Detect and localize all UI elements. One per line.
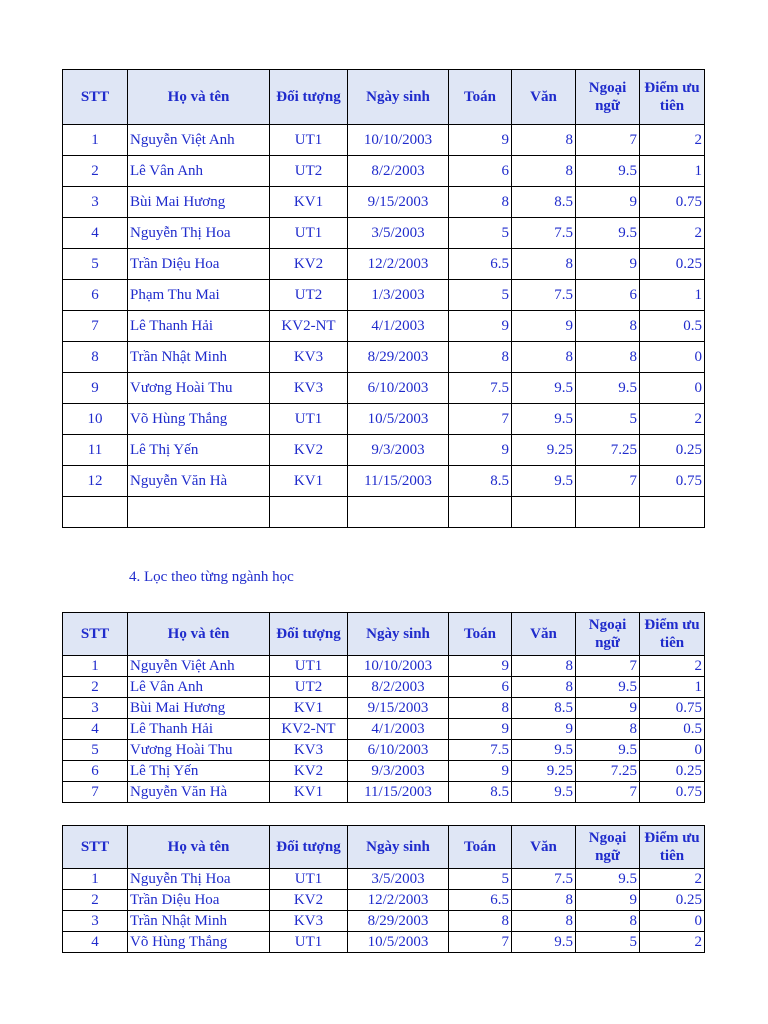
cell-category: KV3 — [270, 373, 348, 404]
cell-category: KV2 — [270, 435, 348, 466]
cell-stt: 8 — [63, 342, 128, 373]
header-dob: Ngày sinh — [348, 826, 449, 869]
cell-foreign-language: 5 — [576, 932, 640, 953]
cell-dob: 12/2/2003 — [348, 249, 449, 280]
cell-name: Lê Thanh Hải — [128, 719, 270, 740]
header-stt: STT — [63, 70, 128, 125]
header-priority: Điểm ưu tiên — [640, 70, 705, 125]
cell-priority: 1 — [640, 677, 705, 698]
table-row — [63, 249, 705, 280]
header-row — [63, 613, 705, 656]
cell-category: KV2-NT — [270, 311, 348, 342]
table-row — [63, 187, 705, 218]
header-name: Họ và tên — [128, 613, 270, 656]
cell-priority: 0.5 — [640, 311, 705, 342]
cell-stt: 4 — [63, 719, 128, 740]
cell-literature: 9.25 — [512, 761, 576, 782]
empty-cell — [128, 497, 270, 528]
header-category: Đối tượng — [270, 70, 348, 125]
header-stt: STT — [63, 826, 128, 869]
cell-literature: 9 — [512, 311, 576, 342]
cell-category: UT2 — [270, 156, 348, 187]
student-table-full — [62, 69, 705, 528]
cell-math: 7.5 — [449, 740, 512, 761]
cell-dob: 10/10/2003 — [348, 656, 449, 677]
cell-dob: 11/15/2003 — [348, 466, 449, 497]
cell-dob: 6/10/2003 — [348, 373, 449, 404]
table-row — [63, 342, 705, 373]
cell-name: Bùi Mai Hương — [128, 698, 270, 719]
cell-math: 8 — [449, 911, 512, 932]
header-literature: Văn — [512, 70, 576, 125]
table-row — [63, 719, 705, 740]
cell-foreign-language: 8 — [576, 311, 640, 342]
cell-name: Trần Diệu Hoa — [128, 249, 270, 280]
cell-name: Nguyễn Văn Hà — [128, 782, 270, 803]
cell-foreign-language: 9 — [576, 249, 640, 280]
table-row — [63, 740, 705, 761]
cell-math: 8 — [449, 187, 512, 218]
cell-name: Nguyễn Văn Hà — [128, 466, 270, 497]
table-row — [63, 890, 705, 911]
cell-dob: 10/5/2003 — [348, 932, 449, 953]
cell-category: KV3 — [270, 740, 348, 761]
cell-category: UT1 — [270, 218, 348, 249]
cell-category: KV3 — [270, 911, 348, 932]
cell-name: Nguyễn Việt Anh — [128, 125, 270, 156]
cell-math: 9 — [449, 435, 512, 466]
cell-stt: 3 — [63, 698, 128, 719]
cell-priority: 0 — [640, 740, 705, 761]
table-row — [63, 466, 705, 497]
cell-category: UT1 — [270, 932, 348, 953]
cell-stt: 7 — [63, 782, 128, 803]
cell-math: 5 — [449, 869, 512, 890]
cell-priority: 0.25 — [640, 435, 705, 466]
cell-math: 9 — [449, 656, 512, 677]
table-row — [63, 656, 705, 677]
cell-dob: 8/2/2003 — [348, 156, 449, 187]
cell-category: UT1 — [270, 404, 348, 435]
cell-math: 7 — [449, 404, 512, 435]
header-math: Toán — [449, 826, 512, 869]
header-math: Toán — [449, 613, 512, 656]
cell-category: KV2 — [270, 761, 348, 782]
empty-row — [63, 497, 705, 528]
cell-priority: 0 — [640, 342, 705, 373]
table-row — [63, 932, 705, 953]
cell-name: Trần Diệu Hoa — [128, 890, 270, 911]
cell-math: 8.5 — [449, 782, 512, 803]
cell-literature: 9.25 — [512, 435, 576, 466]
cell-dob: 9/15/2003 — [348, 698, 449, 719]
cell-foreign-language: 7 — [576, 125, 640, 156]
table-row — [63, 311, 705, 342]
empty-cell — [449, 497, 512, 528]
cell-stt: 2 — [63, 890, 128, 911]
cell-category: KV2 — [270, 249, 348, 280]
header-category: Đối tượng — [270, 826, 348, 869]
cell-literature: 9 — [512, 719, 576, 740]
cell-priority: 2 — [640, 656, 705, 677]
empty-cell — [348, 497, 449, 528]
cell-stt: 1 — [63, 125, 128, 156]
cell-dob: 10/5/2003 — [348, 404, 449, 435]
cell-dob: 11/15/2003 — [348, 782, 449, 803]
header-dob: Ngày sinh — [348, 613, 449, 656]
cell-foreign-language: 7.25 — [576, 435, 640, 466]
cell-literature: 9.5 — [512, 740, 576, 761]
cell-stt: 6 — [63, 280, 128, 311]
table-row — [63, 911, 705, 932]
header-row — [63, 70, 705, 125]
cell-stt: 3 — [63, 911, 128, 932]
cell-name: Bùi Mai Hương — [128, 187, 270, 218]
cell-dob: 9/15/2003 — [348, 187, 449, 218]
cell-stt: 7 — [63, 311, 128, 342]
cell-foreign-language: 9.5 — [576, 218, 640, 249]
cell-category: UT1 — [270, 125, 348, 156]
cell-foreign-language: 6 — [576, 280, 640, 311]
cell-category: KV2-NT — [270, 719, 348, 740]
cell-name: Lê Vân Anh — [128, 677, 270, 698]
cell-literature: 8 — [512, 656, 576, 677]
cell-math: 5 — [449, 218, 512, 249]
cell-math: 9 — [449, 719, 512, 740]
cell-dob: 8/2/2003 — [348, 677, 449, 698]
cell-foreign-language: 8 — [576, 342, 640, 373]
cell-foreign-language: 7 — [576, 782, 640, 803]
cell-name: Nguyễn Việt Anh — [128, 656, 270, 677]
cell-priority: 0.75 — [640, 187, 705, 218]
cell-literature: 9.5 — [512, 782, 576, 803]
cell-name: Lê Vân Anh — [128, 156, 270, 187]
cell-foreign-language: 7 — [576, 466, 640, 497]
header-foreign-language: Ngoại ngữ — [576, 613, 640, 656]
header-name: Họ và tên — [128, 826, 270, 869]
cell-category: KV2 — [270, 890, 348, 911]
cell-literature: 9.5 — [512, 404, 576, 435]
cell-literature: 8.5 — [512, 698, 576, 719]
table-row — [63, 280, 705, 311]
cell-literature: 7.5 — [512, 869, 576, 890]
cell-priority: 0.75 — [640, 466, 705, 497]
table-row — [63, 218, 705, 249]
cell-priority: 2 — [640, 869, 705, 890]
student-table-filtered-1 — [62, 612, 705, 803]
empty-cell — [63, 497, 128, 528]
cell-stt: 9 — [63, 373, 128, 404]
header-category: Đối tượng — [270, 613, 348, 656]
cell-priority: 0.75 — [640, 782, 705, 803]
cell-name: Vương Hoài Thu — [128, 373, 270, 404]
header-foreign-language: Ngoại ngữ — [576, 826, 640, 869]
student-table-filtered-2 — [62, 825, 705, 953]
cell-foreign-language: 9 — [576, 890, 640, 911]
cell-priority: 2 — [640, 125, 705, 156]
cell-literature: 8 — [512, 677, 576, 698]
cell-literature: 8 — [512, 911, 576, 932]
cell-foreign-language: 7 — [576, 656, 640, 677]
cell-literature: 8 — [512, 890, 576, 911]
cell-literature: 7.5 — [512, 280, 576, 311]
cell-foreign-language: 9.5 — [576, 677, 640, 698]
header-priority: Điểm ưu tiên — [640, 613, 705, 656]
cell-name: Trần Nhật Minh — [128, 911, 270, 932]
cell-math: 8 — [449, 342, 512, 373]
empty-cell — [640, 497, 705, 528]
cell-priority: 0.25 — [640, 890, 705, 911]
cell-math: 6.5 — [449, 249, 512, 280]
cell-stt: 3 — [63, 187, 128, 218]
cell-name: Nguyễn Thị Hoa — [128, 218, 270, 249]
cell-priority: 0.25 — [640, 249, 705, 280]
cell-dob: 4/1/2003 — [348, 311, 449, 342]
cell-name: Vương Hoài Thu — [128, 740, 270, 761]
cell-name: Võ Hùng Thắng — [128, 404, 270, 435]
header-foreign-language: Ngoại ngữ — [576, 70, 640, 125]
cell-stt: 12 — [63, 466, 128, 497]
cell-math: 8.5 — [449, 466, 512, 497]
table-row — [63, 782, 705, 803]
cell-stt: 4 — [63, 218, 128, 249]
cell-foreign-language: 9.5 — [576, 373, 640, 404]
cell-dob: 3/5/2003 — [348, 218, 449, 249]
cell-literature: 9.5 — [512, 932, 576, 953]
cell-priority: 0 — [640, 911, 705, 932]
cell-name: Võ Hùng Thắng — [128, 932, 270, 953]
cell-literature: 8 — [512, 342, 576, 373]
cell-math: 6.5 — [449, 890, 512, 911]
header-name: Họ và tên — [128, 70, 270, 125]
cell-math: 7.5 — [449, 373, 512, 404]
cell-stt: 11 — [63, 435, 128, 466]
header-priority: Điểm ưu tiên — [640, 826, 705, 869]
cell-math: 7 — [449, 932, 512, 953]
table-row — [63, 156, 705, 187]
cell-priority: 1 — [640, 280, 705, 311]
cell-category: KV1 — [270, 466, 348, 497]
cell-math: 6 — [449, 156, 512, 187]
cell-priority: 2 — [640, 932, 705, 953]
cell-foreign-language: 8 — [576, 911, 640, 932]
cell-name: Phạm Thu Mai — [128, 280, 270, 311]
cell-category: UT2 — [270, 280, 348, 311]
table-row — [63, 869, 705, 890]
header-literature: Văn — [512, 613, 576, 656]
header-literature: Văn — [512, 826, 576, 869]
cell-priority: 2 — [640, 404, 705, 435]
header-math: Toán — [449, 70, 512, 125]
cell-stt: 2 — [63, 677, 128, 698]
cell-foreign-language: 9.5 — [576, 740, 640, 761]
cell-priority: 1 — [640, 156, 705, 187]
cell-category: KV1 — [270, 782, 348, 803]
cell-priority: 0 — [640, 373, 705, 404]
table-row — [63, 373, 705, 404]
cell-literature: 7.5 — [512, 218, 576, 249]
cell-stt: 1 — [63, 656, 128, 677]
cell-math: 9 — [449, 761, 512, 782]
cell-dob: 3/5/2003 — [348, 869, 449, 890]
cell-math: 8 — [449, 698, 512, 719]
cell-math: 9 — [449, 125, 512, 156]
cell-stt: 5 — [63, 740, 128, 761]
cell-dob: 6/10/2003 — [348, 740, 449, 761]
cell-category: UT2 — [270, 677, 348, 698]
cell-category: UT1 — [270, 869, 348, 890]
cell-dob: 8/29/2003 — [348, 911, 449, 932]
table-row — [63, 698, 705, 719]
empty-cell — [576, 497, 640, 528]
empty-cell — [512, 497, 576, 528]
table-row — [63, 404, 705, 435]
cell-stt: 6 — [63, 761, 128, 782]
header-stt: STT — [63, 613, 128, 656]
table-row — [63, 125, 705, 156]
cell-math: 9 — [449, 311, 512, 342]
cell-name: Lê Thị Yến — [128, 435, 270, 466]
section-heading: 4. Lọc theo từng ngành học — [129, 569, 294, 585]
cell-stt: 10 — [63, 404, 128, 435]
cell-foreign-language: 5 — [576, 404, 640, 435]
table-row — [63, 761, 705, 782]
cell-dob: 9/3/2003 — [348, 761, 449, 782]
cell-foreign-language: 9 — [576, 187, 640, 218]
cell-math: 6 — [449, 677, 512, 698]
cell-dob: 8/29/2003 — [348, 342, 449, 373]
cell-math: 5 — [449, 280, 512, 311]
cell-dob: 10/10/2003 — [348, 125, 449, 156]
table-row — [63, 435, 705, 466]
cell-stt: 5 — [63, 249, 128, 280]
cell-priority: 0.75 — [640, 698, 705, 719]
cell-foreign-language: 7.25 — [576, 761, 640, 782]
cell-name: Trần Nhật Minh — [128, 342, 270, 373]
cell-category: KV1 — [270, 698, 348, 719]
cell-foreign-language: 9 — [576, 698, 640, 719]
cell-dob: 4/1/2003 — [348, 719, 449, 740]
header-row — [63, 826, 705, 869]
cell-foreign-language: 9.5 — [576, 869, 640, 890]
cell-category: KV3 — [270, 342, 348, 373]
cell-priority: 0.25 — [640, 761, 705, 782]
cell-literature: 9.5 — [512, 466, 576, 497]
cell-name: Lê Thị Yến — [128, 761, 270, 782]
cell-category: UT1 — [270, 656, 348, 677]
table-row — [63, 677, 705, 698]
cell-dob: 1/3/2003 — [348, 280, 449, 311]
cell-literature: 8 — [512, 156, 576, 187]
cell-literature: 8.5 — [512, 187, 576, 218]
cell-foreign-language: 9.5 — [576, 156, 640, 187]
cell-literature: 8 — [512, 249, 576, 280]
header-dob: Ngày sinh — [348, 70, 449, 125]
cell-stt: 2 — [63, 156, 128, 187]
cell-category: KV1 — [270, 187, 348, 218]
cell-literature: 8 — [512, 125, 576, 156]
cell-name: Nguyễn Thị Hoa — [128, 869, 270, 890]
cell-foreign-language: 8 — [576, 719, 640, 740]
cell-literature: 9.5 — [512, 373, 576, 404]
cell-name: Lê Thanh Hải — [128, 311, 270, 342]
cell-dob: 12/2/2003 — [348, 890, 449, 911]
cell-stt: 4 — [63, 932, 128, 953]
empty-cell — [270, 497, 348, 528]
cell-priority: 2 — [640, 218, 705, 249]
cell-dob: 9/3/2003 — [348, 435, 449, 466]
cell-priority: 0.5 — [640, 719, 705, 740]
cell-stt: 1 — [63, 869, 128, 890]
